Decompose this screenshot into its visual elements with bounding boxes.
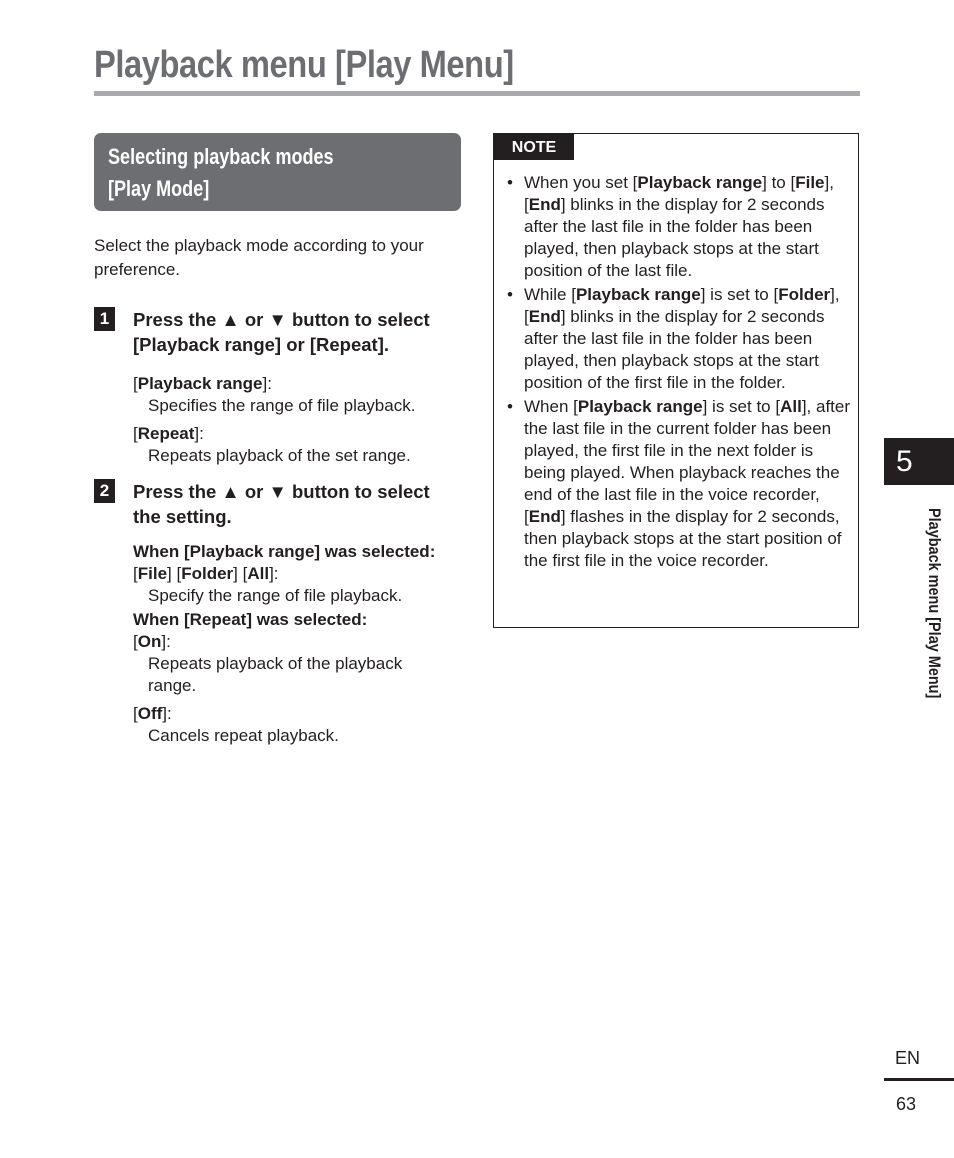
note2-text-d: ] blinks in the display for 2 seconds after the last file in the folder has been played, then playback stops at the start position of the first file in the folder. <box>524 307 825 392</box>
step2-off-desc: Cancels repeat playback. <box>148 726 339 745</box>
step2-heading-line1: Press the ▲ or ▼ button to select <box>133 481 430 502</box>
when1-name: Playback range <box>189 542 315 561</box>
step1-item-playback-range: [Playback range]: <box>133 374 272 393</box>
note3-bold-b: All <box>780 397 802 416</box>
step1-item-playback-range-desc: Specifies the range of file playback. <box>148 396 416 415</box>
note1-text-a: When you set [ <box>524 173 638 192</box>
note-item-2 <box>504 284 850 394</box>
step1-number: 1 <box>94 307 115 331</box>
step1-bracket-open: [ <box>133 334 140 355</box>
note1-text-d: ] blinks in the display for 2 seconds after the last file in the folder has been played, then playback stops at the start position of the last file. <box>524 195 825 280</box>
when1-post: ] was selected: <box>314 542 436 561</box>
note-box <box>493 133 859 628</box>
bullet-icon: • <box>507 173 513 192</box>
step1-bracket-mid: ] or [ <box>274 334 317 355</box>
footer-rule <box>884 1078 954 1081</box>
step2-option-off: [Off]: <box>133 704 172 723</box>
note-item-1 <box>504 172 850 282</box>
step1-item-repeat: [Repeat]: <box>133 424 204 443</box>
note1-bold-b: File <box>795 173 825 192</box>
step2-options-file-folder-all: [File] [Folder] [All]: <box>133 564 279 583</box>
note1-text-b: ] to [ <box>762 173 796 192</box>
option-folder: Folder <box>181 564 234 583</box>
note2-text-c: ], [ <box>524 285 840 326</box>
note1-bold-c: End <box>528 195 561 214</box>
when2-pre: When [ <box>133 610 190 629</box>
when2-post: ] was selected: <box>246 610 368 629</box>
note3-bold-c: End <box>528 507 561 526</box>
section-heading-line1: Selecting playback modes <box>108 144 334 169</box>
option-off: Off <box>137 704 163 723</box>
side-chapter-label: Playback menu [Play Menu] <box>925 508 944 699</box>
step2-option-on: [On]: <box>133 632 171 651</box>
note2-text-b: ] is set to [ <box>700 285 779 304</box>
step2-when-playback-range <box>133 541 435 563</box>
step2-on-desc-line1: Repeats playback of the playback <box>148 654 403 673</box>
step1-option-playback-range: Playback range <box>139 334 275 355</box>
page-number: 63 <box>896 1094 917 1114</box>
intro-line2: preference. <box>94 260 180 279</box>
section-heading-box <box>94 133 461 211</box>
step1-bracket-close: ]. <box>377 334 390 355</box>
note-item-3 <box>504 396 850 572</box>
step1-heading <box>133 307 463 357</box>
note2-text-a: While [ <box>524 285 576 304</box>
language-label: EN <box>895 1048 921 1068</box>
step2-heading-line2: the setting. <box>133 506 232 527</box>
when1-pre: When [ <box>133 542 190 561</box>
note3-text-a: When [ <box>524 397 578 416</box>
title-rule <box>94 91 860 96</box>
note2-bold-a: Playback range <box>575 285 701 304</box>
note3-text-b: ] is set to [ <box>702 397 781 416</box>
step2-on-desc-line2: range. <box>148 676 197 695</box>
when2-name: Repeat <box>189 610 247 629</box>
chapter-tab: 5 <box>884 438 954 485</box>
note3-text-c: ], after the last file in the current folder has been played, the first file in the next folder is being played. When playback reaches the end of the last file in the voice recorder, [ <box>524 397 851 526</box>
option-file: File <box>137 564 168 583</box>
note3-text-d: ] flashes in the display for 2 seconds, then playback stops at the start position of the first file in the voice recorder. <box>524 507 842 570</box>
step1-option-repeat: Repeat <box>316 334 378 355</box>
option-all: All <box>247 564 270 583</box>
option-on: On <box>137 632 162 651</box>
intro-text <box>94 234 464 282</box>
step1-item-playback-range-name: Playback range <box>137 374 263 393</box>
section-heading-line2: [Play Mode] <box>108 176 210 201</box>
note2-bold-b: Folder <box>778 285 831 304</box>
note-list <box>504 172 850 574</box>
step2-options1-desc: Specify the range of file playback. <box>148 586 403 605</box>
step2-when-repeat <box>133 609 367 631</box>
note3-bold-a: Playback range <box>577 397 703 416</box>
step2-number: 2 <box>94 479 115 503</box>
step1-item-repeat-desc: Repeats playback of the set range. <box>148 446 411 465</box>
step2-heading <box>133 479 463 529</box>
step1-item-repeat-name: Repeat <box>137 424 195 443</box>
step1-heading-line1: Press the ▲ or ▼ button to select <box>133 309 430 330</box>
note1-text-c: ], [ <box>524 173 834 214</box>
note2-bold-c: End <box>528 307 561 326</box>
note1-bold-a: Playback range <box>637 173 763 192</box>
bullet-icon: • <box>507 285 513 304</box>
page-title: Playback menu [Play Menu] <box>94 44 514 86</box>
intro-line1: Select the playback mode according to your <box>94 236 424 255</box>
bullet-icon: • <box>507 397 513 416</box>
note-tag: NOTE <box>494 134 574 160</box>
